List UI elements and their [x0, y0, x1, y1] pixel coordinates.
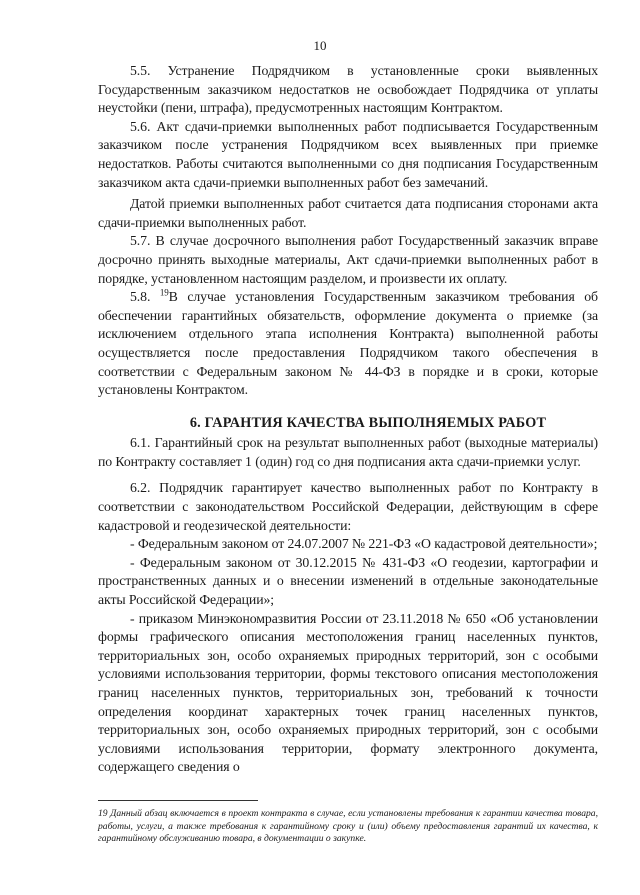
paragraph-acceptance-date: Датой приемки выполненных работ считается дата подписания сторонами акта сдачи-приемки выполненных работ. — [98, 196, 598, 230]
footnote-ref-19: 19 — [159, 287, 169, 298]
paragraph-5-8-text: В случае установления Государственным заказчиком требования об обеспечении гарантийных обязательств, оформление документа о приемке (за исключением отдельного этапа исполнения Контракта) выполненной работы осуществляется после предоставления Подрядчиком такого обеспечения в соответствии с Федеральным законом № 44-ФЗ в порядке и в сроки, которые установлены Контрактом. — [98, 289, 598, 398]
footnote — [98, 808, 598, 846]
paragraph-6-2: 6.2. Подрядчик гарантирует качество выполненных работ по Контракту в соответствии с законодательством Российской Федерации, действующим в сфере кадастровой и геодезической деятельности: — [98, 480, 598, 533]
paragraph-5-8 — [98, 288, 598, 400]
document-body — [98, 62, 598, 777]
footnote-divider — [98, 800, 258, 801]
paragraph-6-1: 6.1. Гарантийный срок на результат выполненных работ (выходные материалы) по Контракту составляет 1 (один) год со дня подписания акта сдачи-приемки услуг. — [98, 435, 598, 469]
list-item-order-650: - приказом Минэкономразвития России от 23.11.2018 № 650 «Об установлении формы графического описания местоположения границ населенных пунктов, территориальных зон, особо охраняемых природных территорий, зон с особыми условиями использования территории, формы текстового описания местоположения границ населенных пунктов, территориальных зон, требований к точности определения координат характерных точек границ населенных пунктов, территориальных зон, особо охраняемых природных территорий, зон с особыми условиями использования территории, формату электронного документа, содержащего сведения о — [98, 610, 598, 775]
section-heading: 6. ГАРАНТИЯ КАЧЕСТВА ВЫПОЛНЯЕМЫХ РАБОТ — [189, 414, 547, 431]
paragraph-5-7: 5.7. В случае досрочного выполнения работ Государственный заказчик вправе досрочно принять выходные материалы, Акт сдачи-приемки выполненных работ в порядке, установленном настоящим разделом, и произвести их оплату. — [98, 233, 598, 286]
list-item-221-fz: - Федеральным законом от 24.07.2007 № 221-ФЗ «О кадастровой деятельности»; — [130, 536, 598, 552]
footnote-text: Данный абзац включается в проект контракта в случае, если установлены требования к гарантии качества товара, работы, услуги, а также требования к гарантийному сроку и (или) объему предоставления гарантий их качества, к гарантийному обслуживанию товара, в документации о закупке. — [98, 808, 599, 845]
paragraph-5-6: 5.6. Акт сдачи-приемки выполненных работ подписывается Государственным заказчиком после устранения Подрядчиком всех выявленных при приемке недостатков. Работы считаются выполненными со дня подписания Государственным заказчиком акта сдачи-приемки выполненных работ без замечаний. — [98, 118, 598, 190]
paragraph-5-8-prefix: 5.8. — [130, 289, 160, 305]
footnote-number: 19 — [98, 808, 108, 819]
list-item-431-fz: - Федеральным законом от 30.12.2015 № 431-ФЗ «О геодезии, картографии и пространственных данных и о внесении изменений в отдельные законодательные акты Российской Федерации»; — [98, 554, 598, 608]
paragraph-5-5: 5.5. Устранение Подрядчиком в установленные сроки выявленных Государственным заказчиком недостатков не освобождает Подрядчика от уплаты неустойки (пени, штрафа), предусмотренных настоящим Контрактом. — [98, 63, 598, 116]
page-number: 10 — [313, 38, 327, 53]
